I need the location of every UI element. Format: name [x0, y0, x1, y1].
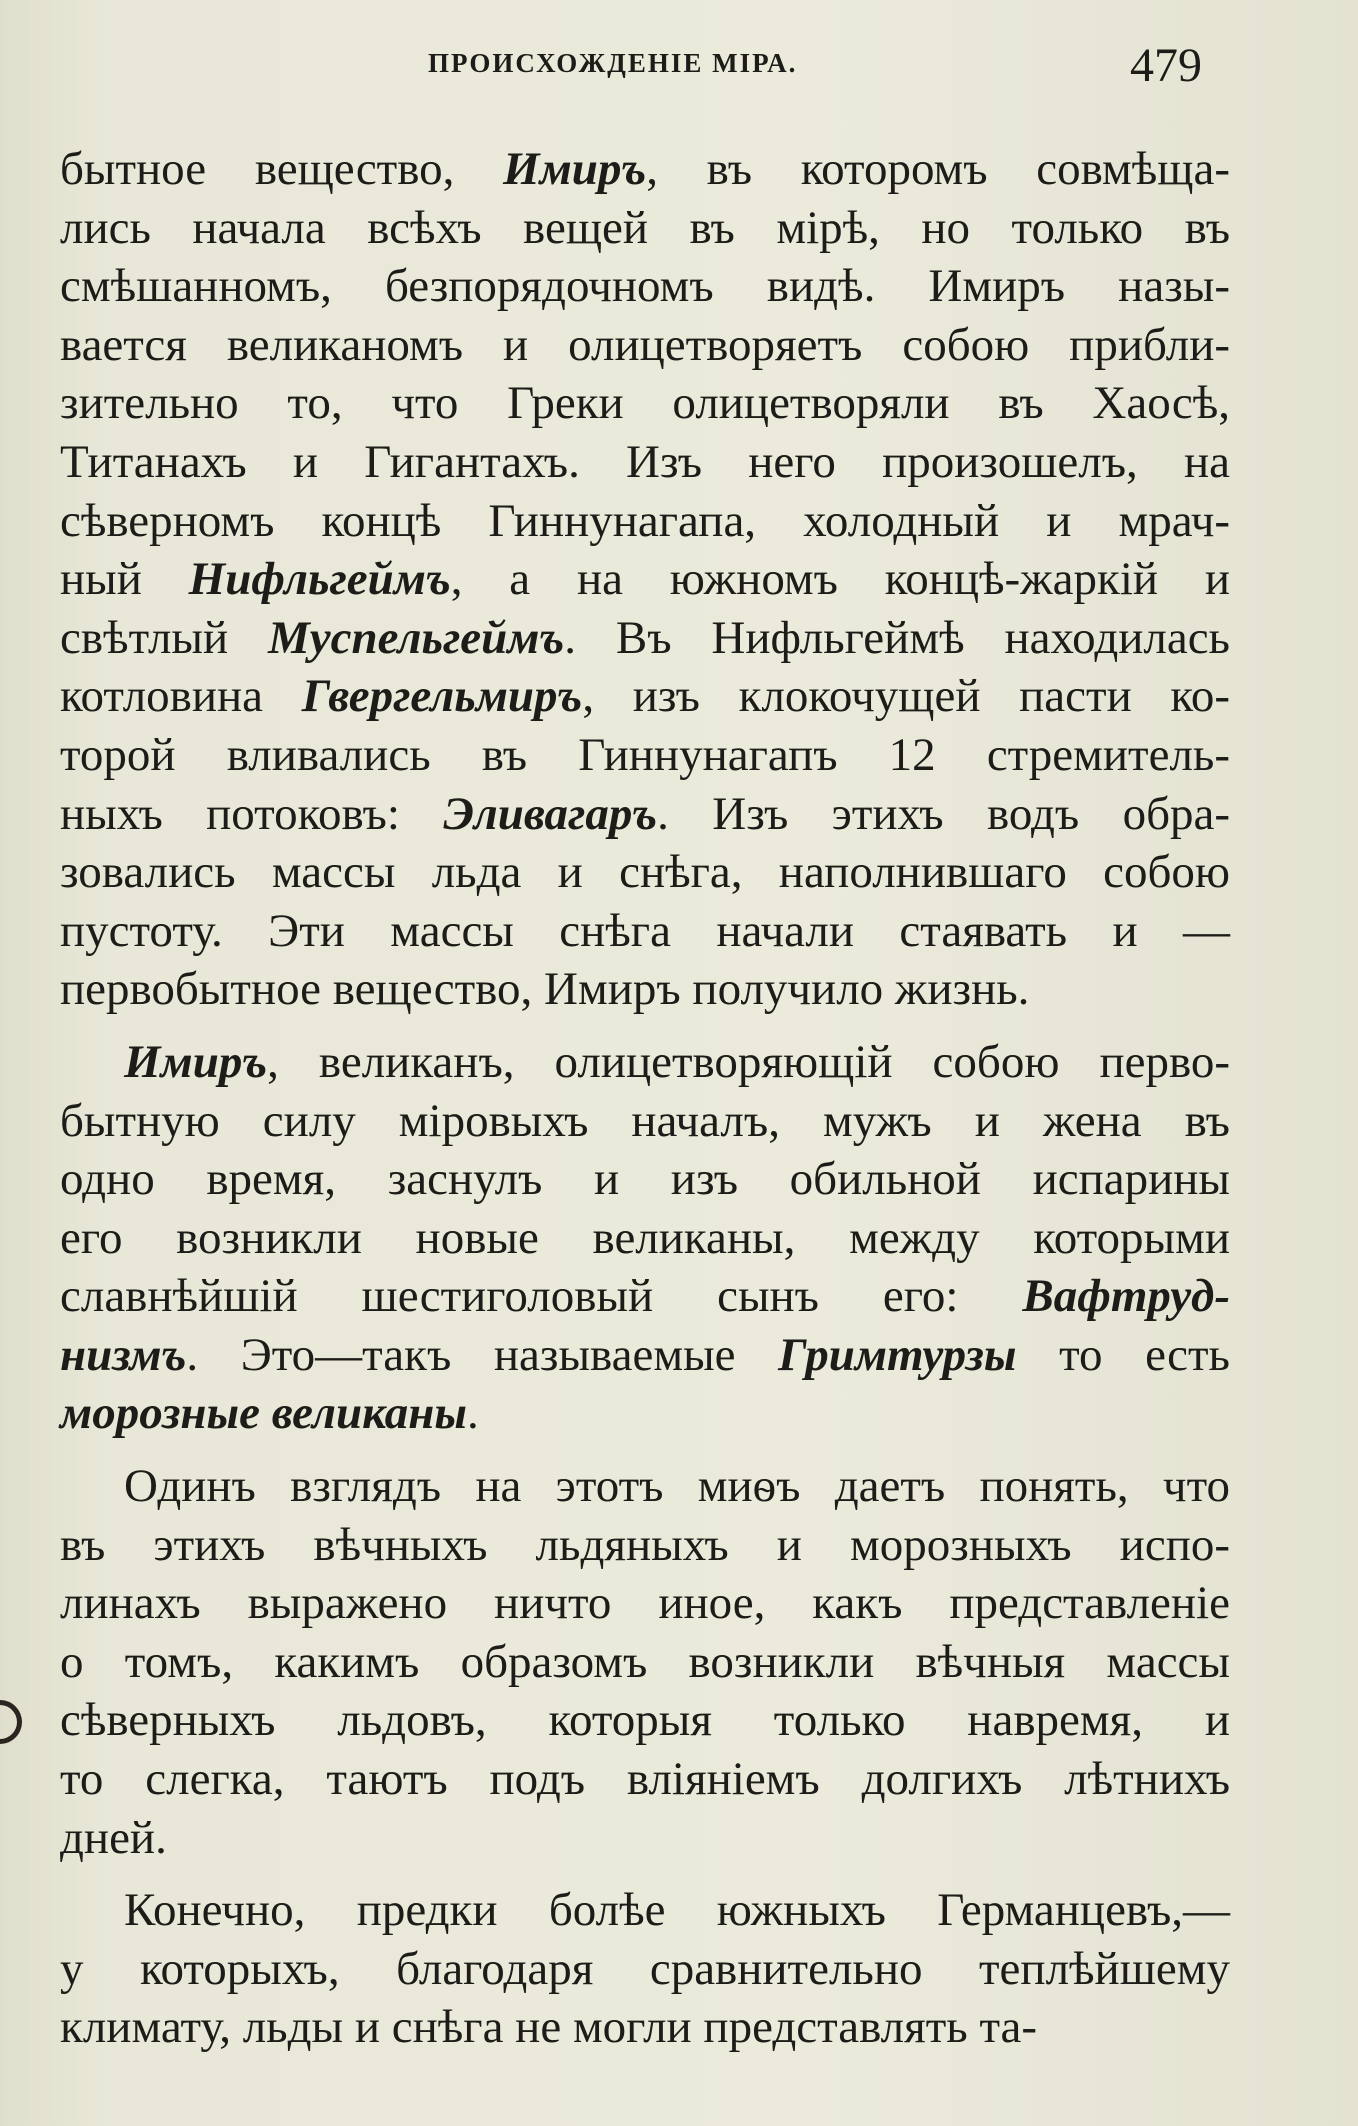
body-text [60, 140, 1230, 2057]
text-segment: зительно то, что Греки олицетворяли въ Хаосѣ, [60, 377, 1230, 430]
text-line [60, 140, 1230, 199]
text-segment: первобытное вещество, Имиръ получило жизнь. [60, 963, 1030, 1016]
text-segment: дней. [60, 1811, 167, 1864]
text-line [60, 1516, 1230, 1575]
text-segment: . Изъ этихъ водъ обра- [657, 787, 1230, 840]
text-line [60, 1574, 1230, 1633]
emphasized-term: Эливагаръ [443, 787, 658, 840]
paragraph [60, 140, 1230, 1019]
emphasized-term: Имиръ [503, 143, 647, 195]
text-line [60, 1881, 1230, 1940]
emphasized-term: Нифльгеймъ [188, 553, 451, 606]
text-line [60, 609, 1230, 668]
text-segment: пустоту. Эти массы снѣга начали стаявать и — [60, 904, 1230, 957]
text-segment: . [466, 1387, 479, 1440]
emphasized-term: Имиръ [124, 1035, 268, 1088]
text-line [60, 257, 1230, 316]
text-line [60, 1209, 1230, 1268]
text-line [60, 1267, 1230, 1326]
text-segment: въ этихъ вѣчныхъ льдяныхъ и морозныхъ испо- [60, 1518, 1230, 1571]
text-segment: бытное вещество, [60, 143, 504, 195]
paragraph [60, 1033, 1230, 1443]
text-line [60, 667, 1230, 726]
text-segment: славнѣйшій шестиголовый сынъ его: [60, 1270, 1023, 1323]
text-segment: то есть [1016, 1328, 1230, 1381]
text-segment: . Въ Нифльгеймѣ находилась [564, 611, 1230, 664]
text-segment: зовались массы льда и снѣга, наполнившаго собою [60, 846, 1230, 899]
text-line [60, 374, 1230, 433]
text-segment: вается великаномъ и олицетворяетъ собою прибли- [60, 318, 1230, 371]
text-line [60, 316, 1230, 375]
text-segment: , великанъ, олицетворяющій собою перво- [267, 1035, 1230, 1088]
text-segment: о томъ, какимъ образомъ возникли вѣчныя массы [60, 1635, 1230, 1688]
text-line [60, 492, 1230, 551]
text-line [60, 1691, 1230, 1750]
text-segment: бытную силу міровыхъ началъ, мужъ и жена въ [60, 1094, 1230, 1147]
text-segment: то слегка, таютъ подъ вліяніемъ долгихъ лѣтнихъ [60, 1753, 1230, 1806]
text-segment: . Это—такъ называемые [186, 1328, 779, 1381]
text-line [60, 1633, 1230, 1692]
text-line [60, 902, 1230, 961]
emphasized-term: Гримтурзы [778, 1328, 1017, 1381]
emphasized-term: морозные великаны [60, 1387, 467, 1440]
paragraph [60, 1881, 1230, 2057]
text-segment: смѣшанномъ, безпорядочномъ видѣ. Имиръ назы- [60, 260, 1230, 313]
text-line [60, 843, 1230, 902]
text-line [60, 550, 1230, 609]
emphasized-term: низмъ [60, 1328, 187, 1381]
text-line [60, 960, 1230, 1019]
text-segment: Конечно, предки болѣе южныхъ Германцевъ,— [124, 1884, 1230, 1937]
text-line [60, 1384, 1230, 1443]
text-line [60, 199, 1230, 258]
text-segment: сѣверномъ концѣ Гиннунагапа, холодный и мрач- [60, 494, 1230, 547]
text-segment: ный [60, 553, 189, 606]
text-line [60, 1998, 1230, 2057]
text-segment: свѣтлый [60, 611, 268, 664]
text-segment: сѣверныхъ льдовъ, которыя только навремя, и [60, 1694, 1230, 1747]
text-segment: линахъ выражено ничто иное, какъ представленіе [60, 1577, 1230, 1630]
text-segment: , а на южномъ концѣ-жаркій и [450, 553, 1230, 606]
text-segment: Титанахъ и Гигантахъ. Изъ него произошелъ, на [60, 435, 1230, 488]
emphasized-term: Муспельгеймъ [268, 611, 565, 664]
text-segment: его возникли новые великаны, между которыми [60, 1211, 1230, 1264]
text-line [60, 1150, 1230, 1209]
margin-ink-mark [0, 1700, 22, 1744]
text-segment: торой вливались въ Гиннунагапъ 12 стремитель- [60, 728, 1230, 781]
text-line [60, 1033, 1230, 1092]
text-segment: Одинъ взглядъ на этотъ миѳъ даетъ понять, что [124, 1460, 1230, 1513]
text-line [60, 785, 1230, 844]
text-segment: , изъ клокочущей пасти ко- [582, 670, 1230, 723]
emphasized-term: Гвергельмиръ [301, 670, 583, 723]
page-number: 479 [1130, 39, 1202, 92]
text-line [60, 1750, 1230, 1809]
header-title: ПРОИСХОЖДЕНІЕ МІРА. [428, 48, 798, 78]
emphasized-term: Вафтруд- [1022, 1270, 1230, 1323]
text-line [60, 1457, 1230, 1516]
text-segment: лись начала всѣхъ вещей въ мірѣ, но только въ [60, 201, 1230, 254]
text-segment: одно время, заснулъ и изъ обильной испарины [60, 1153, 1230, 1206]
text-line [60, 726, 1230, 785]
text-line [60, 433, 1230, 492]
running-head [0, 38, 1358, 92]
text-line [60, 1092, 1230, 1151]
paragraph [60, 1457, 1230, 1867]
text-line [60, 1326, 1230, 1385]
text-line [60, 1809, 1230, 1868]
text-segment: ныхъ потоковъ: [60, 787, 444, 840]
text-segment: у которыхъ, благодаря сравнительно теплѣйшему [60, 1942, 1230, 1995]
text-segment: , въ которомъ совмѣща- [646, 143, 1231, 195]
text-segment: котловина [60, 670, 302, 723]
text-line [60, 1940, 1230, 1999]
text-segment: климату, льды и снѣга не могли представлять та- [60, 2001, 1038, 2054]
